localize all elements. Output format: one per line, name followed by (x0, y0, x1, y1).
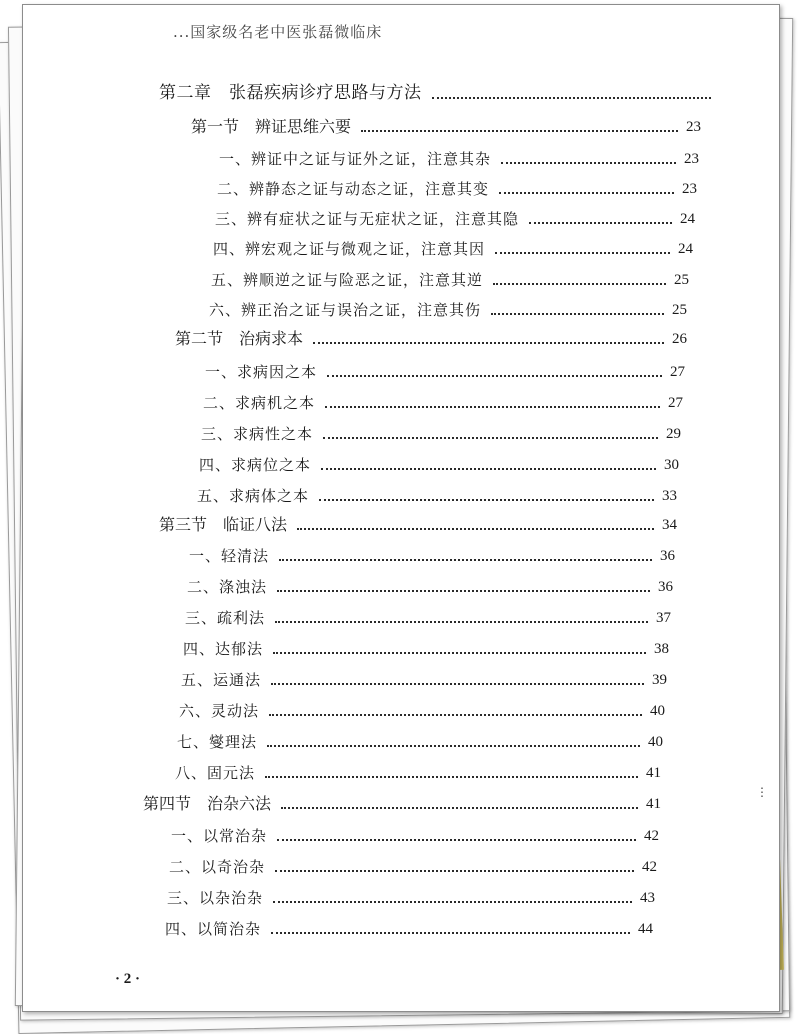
page-number: 23 (682, 181, 697, 197)
toc-item (219, 152, 699, 167)
page-number: 27 (670, 364, 685, 380)
toc-label: 五、运通法 (181, 671, 262, 689)
leader-dots (267, 744, 640, 747)
page-number: 33 (662, 488, 677, 504)
page-number: 43 (640, 890, 655, 906)
leader-dots (529, 221, 672, 224)
page-number: 30 (664, 457, 679, 473)
page-number: 41 (646, 765, 661, 781)
leader-dots (271, 931, 630, 934)
toc-item (189, 549, 675, 564)
toc-section (175, 331, 687, 347)
leader-dots (281, 806, 638, 809)
leader-dots (325, 405, 660, 408)
toc-label: 第三节 临证八法 (159, 515, 288, 534)
page-number: 23 (684, 151, 699, 167)
leader-dots (275, 869, 634, 872)
toc-label: 八、固元法 (175, 764, 256, 782)
toc-label: 三、以杂治杂 (167, 889, 264, 907)
toc-label: 四、辨宏观之证与微观之证，注意其因 (213, 240, 486, 258)
page-number: 25 (674, 272, 689, 288)
leader-dots (361, 129, 678, 132)
page-number: 40 (648, 734, 663, 750)
toc-chapter (159, 85, 719, 102)
toc-item (167, 891, 655, 906)
page-number: 29 (666, 426, 681, 442)
toc-item (181, 673, 667, 688)
page-number: 26 (672, 331, 687, 347)
toc-item (217, 182, 697, 197)
toc-label: 一、以常治杂 (171, 827, 268, 845)
toc-label: 四、达郁法 (183, 640, 264, 658)
toc-label: 二、求病机之本 (203, 394, 316, 412)
toc-label: 一、辨证中之证与证外之证，注意其杂 (219, 150, 492, 168)
page-footer: · 2 · (115, 971, 141, 987)
leader-dots (491, 312, 664, 315)
page-number: 27 (668, 395, 683, 411)
leader-dots (319, 498, 654, 501)
toc-label: 三、辨有症状之证与无症状之证，注意其隐 (215, 210, 520, 228)
toc-item (169, 860, 657, 875)
page-number: 23 (686, 119, 701, 135)
toc-item (209, 303, 687, 318)
page-number: 42 (642, 859, 657, 875)
leader-dots (313, 341, 664, 344)
toc-label: 三、疏利法 (185, 609, 266, 627)
toc-label: 四、以简治杂 (165, 920, 262, 938)
page-number: 42 (644, 828, 659, 844)
leader-dots (273, 900, 632, 903)
page-number: 36 (658, 579, 673, 595)
leader-dots (273, 651, 646, 654)
leader-dots (321, 467, 656, 470)
page-number: 36 (660, 548, 675, 564)
toc-item (201, 427, 681, 442)
toc-label: 一、轻清法 (189, 547, 270, 565)
toc-item (185, 611, 671, 626)
toc-label: 二、辨静态之证与动态之证，注意其变 (217, 180, 490, 198)
toc-item (211, 273, 689, 288)
toc-label: 三、求病性之本 (201, 425, 314, 443)
leader-dots (501, 161, 676, 164)
toc-label: 一、求病因之本 (205, 363, 318, 381)
toc-label: 五、辨顺逆之证与险恶之证，注意其逆 (211, 271, 484, 289)
toc-item (187, 580, 673, 595)
leader-dots (327, 374, 662, 377)
leader-dots (271, 682, 644, 685)
toc-label: 第四节 治杂六法 (143, 794, 272, 813)
toc-item (197, 489, 677, 504)
page-number: 34 (662, 517, 677, 533)
toc-item (203, 396, 683, 411)
leader-dots (297, 527, 654, 530)
running-header: ...国家级名老中医张磊微临床 (173, 23, 383, 41)
toc-item (183, 642, 669, 657)
toc-label: 六、辨正治之证与误治之证，注意其伤 (209, 301, 482, 319)
toc-label: 五、求病体之本 (197, 487, 310, 505)
toc-label: 四、求病位之本 (199, 456, 312, 474)
page-number: 41 (646, 796, 661, 812)
leader-dots (269, 713, 642, 716)
page-number: 24 (678, 241, 693, 257)
toc-page (22, 4, 780, 1012)
leader-dots (279, 558, 652, 561)
toc-label: 第二章 张磊疾病诊疗思路与方法 (159, 83, 422, 103)
toc-item (179, 704, 665, 719)
leader-dots (493, 282, 666, 285)
leader-dots (432, 96, 712, 99)
toc-label: 六、灵动法 (179, 702, 260, 720)
toc-item (171, 829, 659, 844)
margin-mark: ⋮ (756, 785, 768, 799)
leader-dots (277, 838, 636, 841)
page-number: 24 (680, 211, 695, 227)
page-number: 37 (656, 610, 671, 626)
toc-label: 二、涤浊法 (187, 578, 268, 596)
toc-item (199, 458, 679, 473)
leader-dots (323, 436, 658, 439)
page-number: 39 (652, 672, 667, 688)
toc-item (215, 212, 695, 227)
toc-item (165, 922, 653, 937)
page-number: 38 (654, 641, 669, 657)
toc-item (177, 735, 663, 750)
toc-item (205, 365, 685, 380)
page-number: 25 (672, 302, 687, 318)
toc-label: 第二节 治病求本 (175, 329, 304, 348)
leader-dots (495, 251, 670, 254)
toc-section (191, 119, 701, 135)
leader-dots (265, 775, 638, 778)
leader-dots (499, 191, 674, 194)
toc-label: 二、以奇治杂 (169, 858, 266, 876)
toc-item (175, 766, 661, 781)
page-number: 40 (650, 703, 665, 719)
toc-section (159, 517, 677, 533)
leader-dots (277, 589, 650, 592)
toc-section (143, 796, 661, 812)
toc-label: 第一节 辨证思维六要 (191, 117, 352, 136)
toc-item (213, 242, 693, 257)
toc-label: 七、燮理法 (177, 733, 258, 751)
page-number: 44 (638, 921, 653, 937)
leader-dots (275, 620, 648, 623)
